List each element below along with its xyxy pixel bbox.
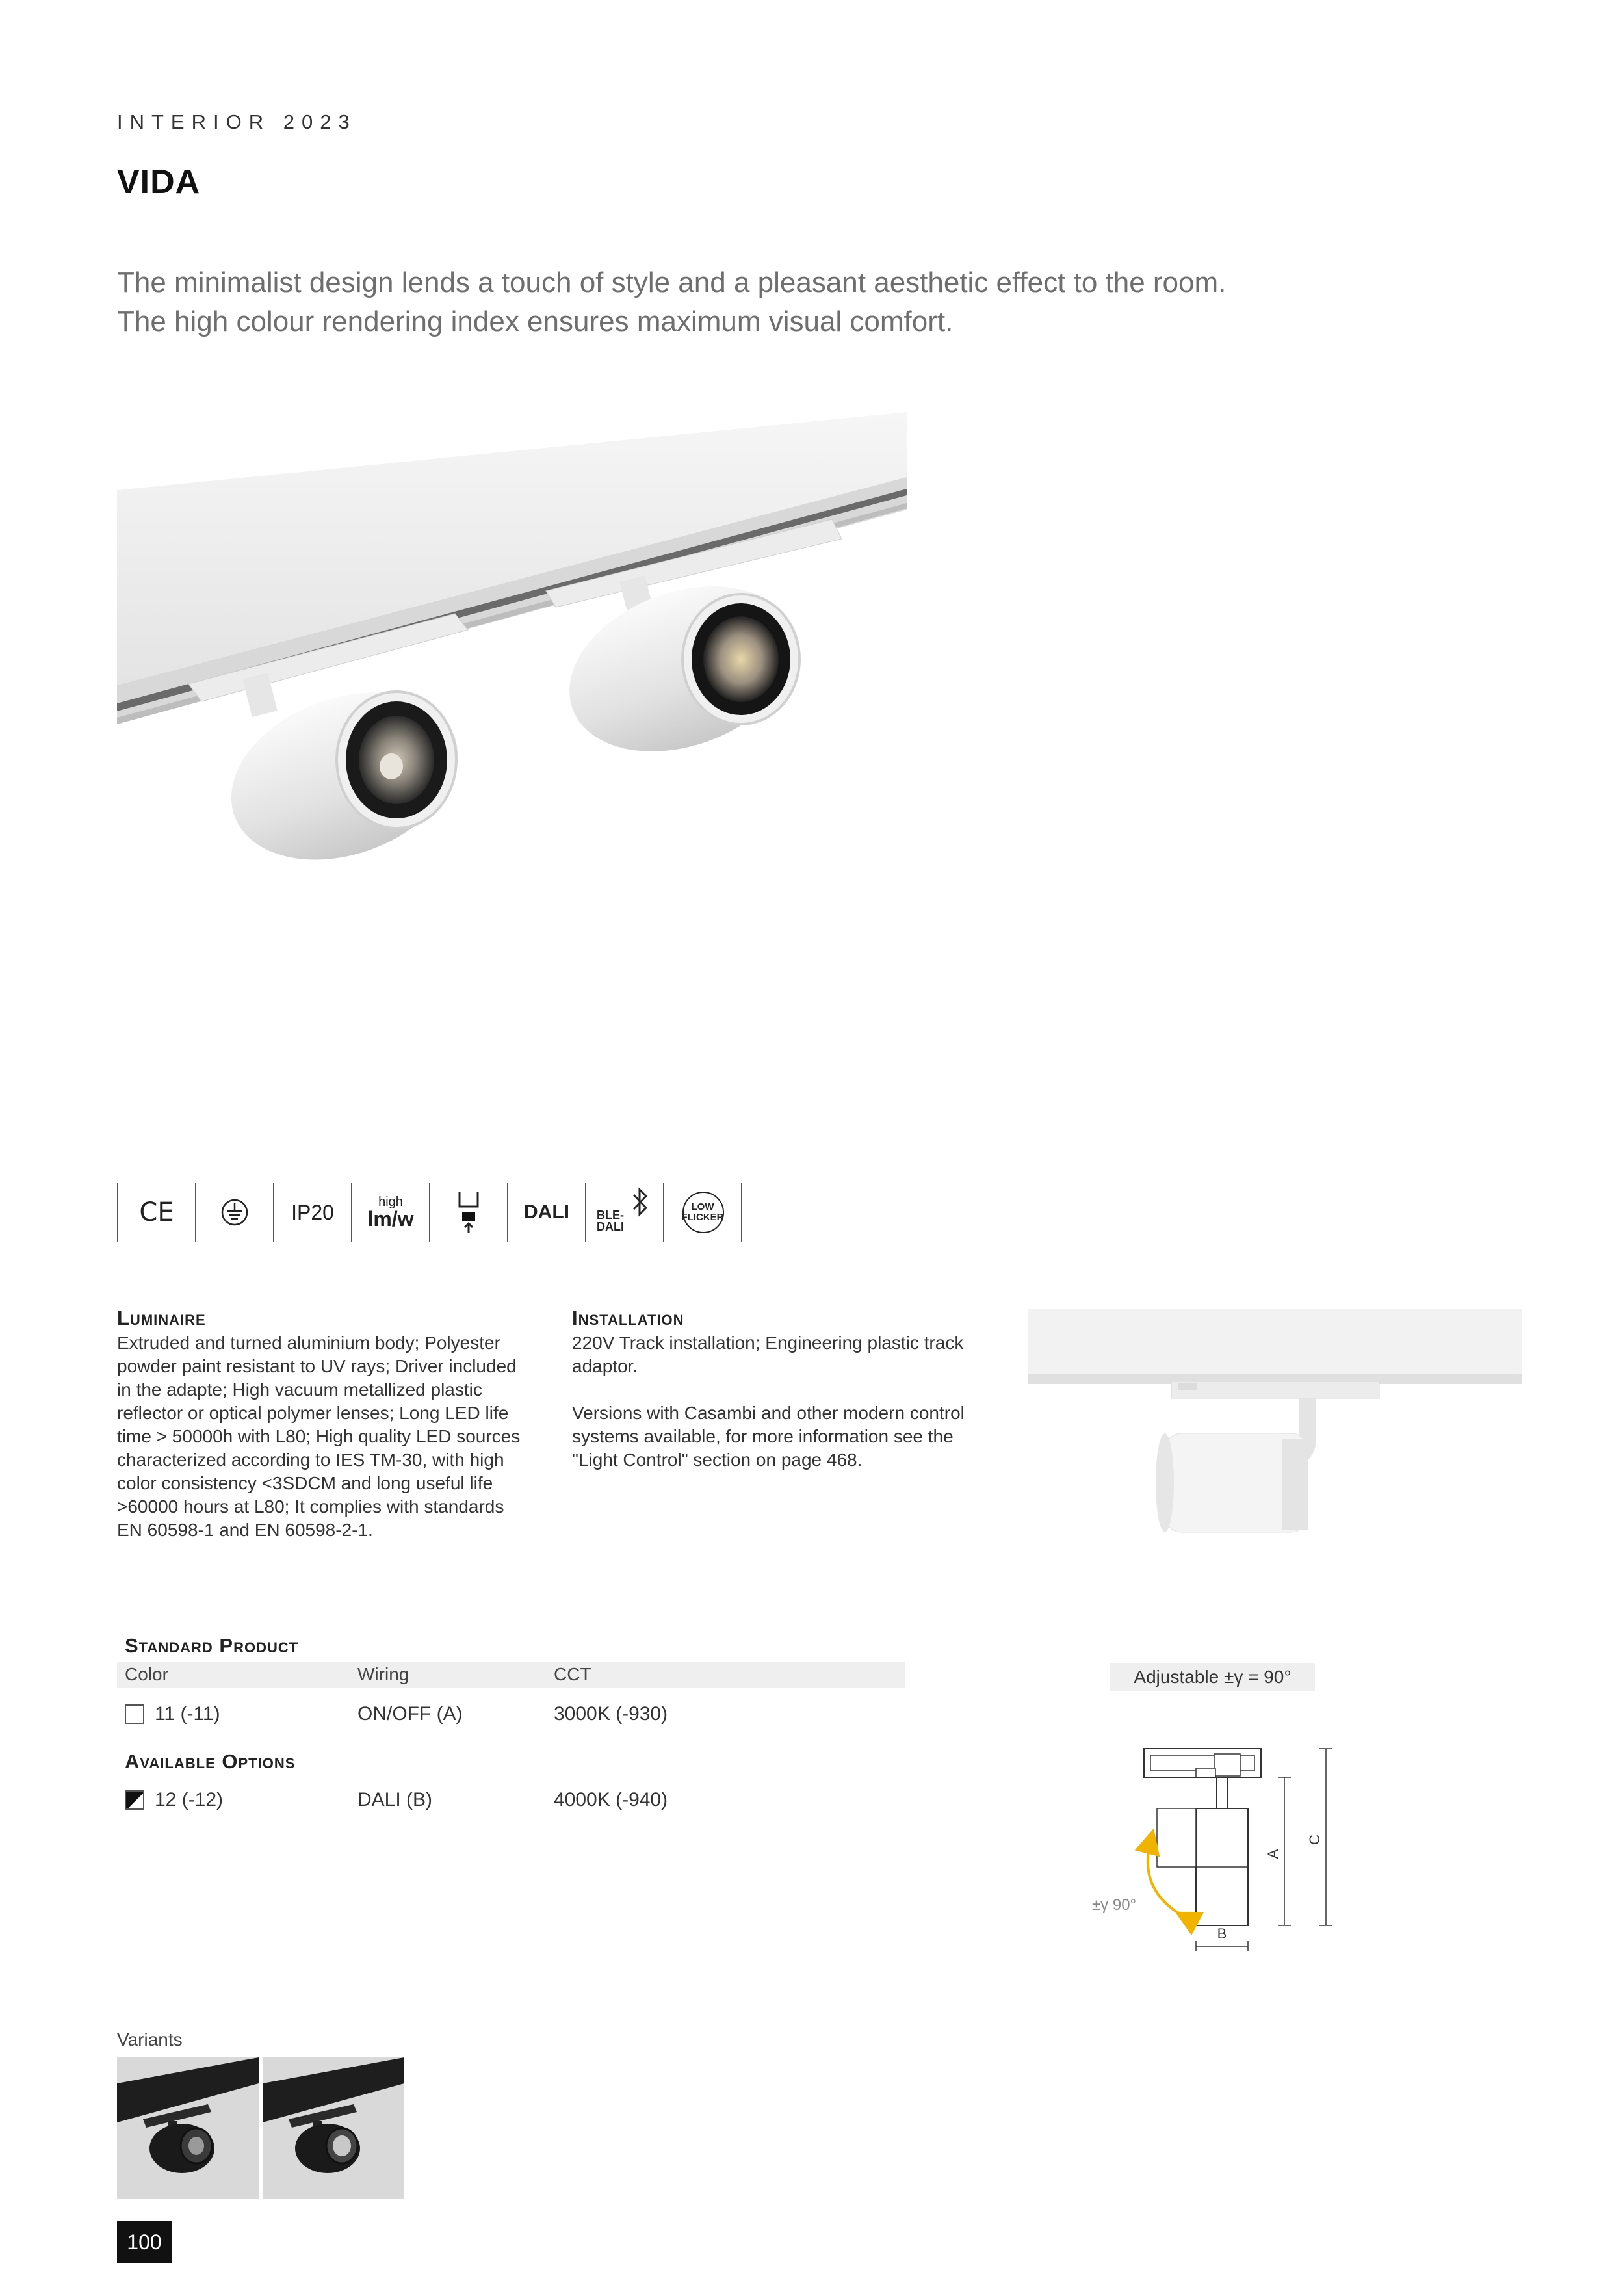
adjustable-label: Adjustable ±γ = 90° [1110,1663,1315,1691]
standard-product-heading: Standard Product [125,1634,299,1657]
dimension-diagram [1079,1729,1358,1957]
certification-icons [117,1183,742,1242]
option-color-cell: 12 (-12) [125,1789,223,1811]
intro-line-1: The minimalist design lends a touch of style and a pleasant aesthetic effect to the room. [117,267,1227,298]
col-wiring-header: Wiring [357,1664,409,1684]
ground-protection-icon [195,1183,273,1242]
white-swatch-icon [125,1704,144,1724]
standard-color-cell: 11 (-11) [125,1703,220,1725]
ce-mark-icon: CE [117,1183,195,1242]
high-efficacy-icon: high lm/w [351,1183,429,1242]
rotation-angle-label: ±γ 90° [1092,1896,1137,1914]
option-wiring-cell: DALI (B) [357,1789,433,1810]
low-flicker-icon: LOW FLICKER [663,1183,742,1242]
option-cct-cell: 4000K (-940) [554,1789,668,1810]
variant-thumbnail-2[interactable] [263,2057,404,2199]
dim-b-label: B [1217,1925,1227,1942]
page-number: 100 [117,2221,172,2263]
col-cct-header: CCT [554,1664,591,1684]
dim-a-label: A [1265,1849,1281,1859]
section-eyebrow: INTERIOR 2023 [117,111,357,133]
ble-dali-icon: BLE-DALI [585,1183,663,1242]
intro-line-2: The high colour rendering index ensures maximum visual comfort. [117,306,954,337]
black-swatch-icon [125,1790,144,1810]
installation-heading: Installation [572,1307,684,1329]
intro-text [117,263,1352,341]
installation-text-2: Versions with Casambi and other modern control systems available, for more information see the "Light Control" section on page 468. [572,1403,965,1470]
luminaire-description: Extruded and turned aluminium body; Polyester powder paint resistant to UV rays; Driver included in the adapte; High vacuum metallized plastic reflector or optical polymer lenses; Long LED life time > 50000h with L80; High quality LED sources characterized according to IES TM-30, with high color consistency <3SDCM and long useful life >60000 hours at L80; It complies with standards EN 60598-1 and EN 60598-2-1. [117,1333,521,1540]
variants-label: Variants [117,2029,183,2050]
variant-thumbnail-1[interactable] [117,2057,259,2199]
table-header-row [117,1662,905,1688]
luminaire-heading: Luminaire [117,1307,206,1329]
side-product-image [1028,1309,1522,1536]
track-mounting-icon [429,1183,507,1242]
installation-description [572,1331,1001,1472]
ip20-icon: IP20 [273,1183,351,1242]
dali-icon: DALI [507,1183,585,1242]
hero-product-image [117,412,907,860]
standard-cct-cell: 3000K (-930) [554,1703,668,1725]
installation-text-1: 220V Track installation; Engineering plastic track adaptor. [572,1333,964,1376]
standard-wiring-cell: ON/OFF (A) [357,1703,463,1725]
col-color-header: Color [125,1664,168,1684]
bluetooth-icon [632,1187,649,1217]
dim-c-label: C [1306,1834,1323,1845]
available-options-heading: Available Options [125,1750,296,1773]
product-title: VIDA [117,163,201,201]
